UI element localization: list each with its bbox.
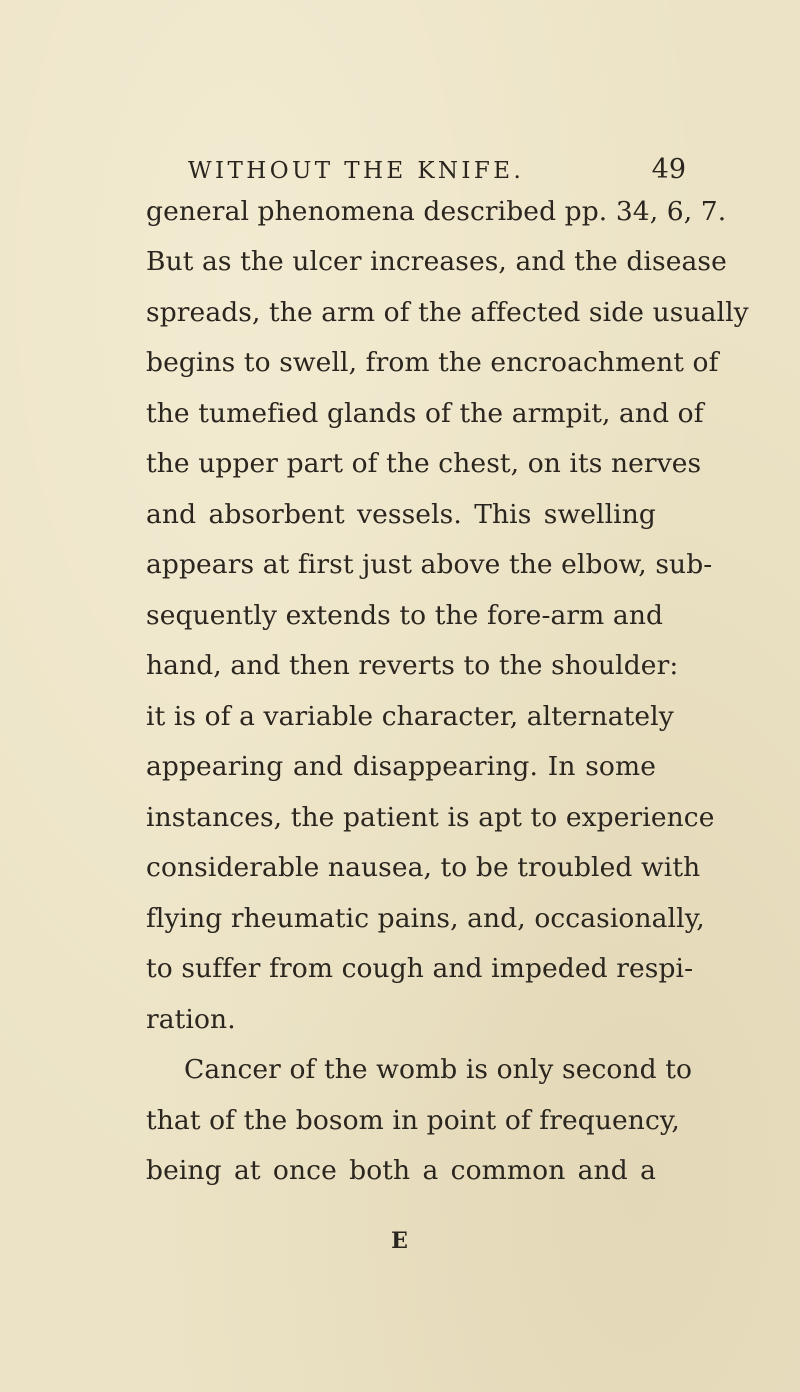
text-line-15: flying rheumatic pains, and, occasionally,: [146, 903, 705, 934]
text-line-18: Cancer of the womb is only second to: [184, 1054, 693, 1085]
text-line-4: begins to swell, from the encroachment of: [146, 347, 719, 378]
signature-mark: E: [391, 1228, 409, 1254]
text-line-2: But as the ulcer increases, and the disease: [146, 246, 727, 277]
text-line-6: the upper part of the chest, on its nerves: [146, 448, 702, 479]
text-line-5: the tumefied glands of the armpit, and of: [146, 398, 704, 429]
text-line-20: being at once both a common and a: [146, 1155, 656, 1186]
text-line-12: appearing and disappearing. In some: [146, 751, 656, 782]
text-line-7: and absorbent vessels. This swelling: [146, 499, 656, 530]
text-line-9: sequently extends to the fore-arm and: [146, 600, 664, 631]
text-line-10: hand, and then reverts to the shoulder:: [146, 650, 679, 681]
text-line-1: general phenomena described pp. 34, 6, 7.: [146, 196, 727, 227]
text-line-13: instances, the patient is apt to experience: [146, 802, 715, 833]
text-line-17: ration.: [146, 1004, 236, 1035]
text-line-14: considerable nausea, to be troubled with: [146, 852, 701, 883]
text-line-19: that of the bosom in point of frequency,: [146, 1105, 680, 1136]
text-line-16: to suffer from cough and impeded respi-: [146, 953, 694, 984]
text-line-3: spreads, the arm of the affected side usually: [146, 297, 749, 328]
running-title: WITHOUT THE KNIFE.: [188, 158, 525, 184]
text-line-11: it is of a variable character, alternately: [146, 701, 674, 732]
page-number: 49: [651, 154, 686, 185]
text-line-8: appears at first just above the elbow, sub-: [146, 549, 713, 580]
